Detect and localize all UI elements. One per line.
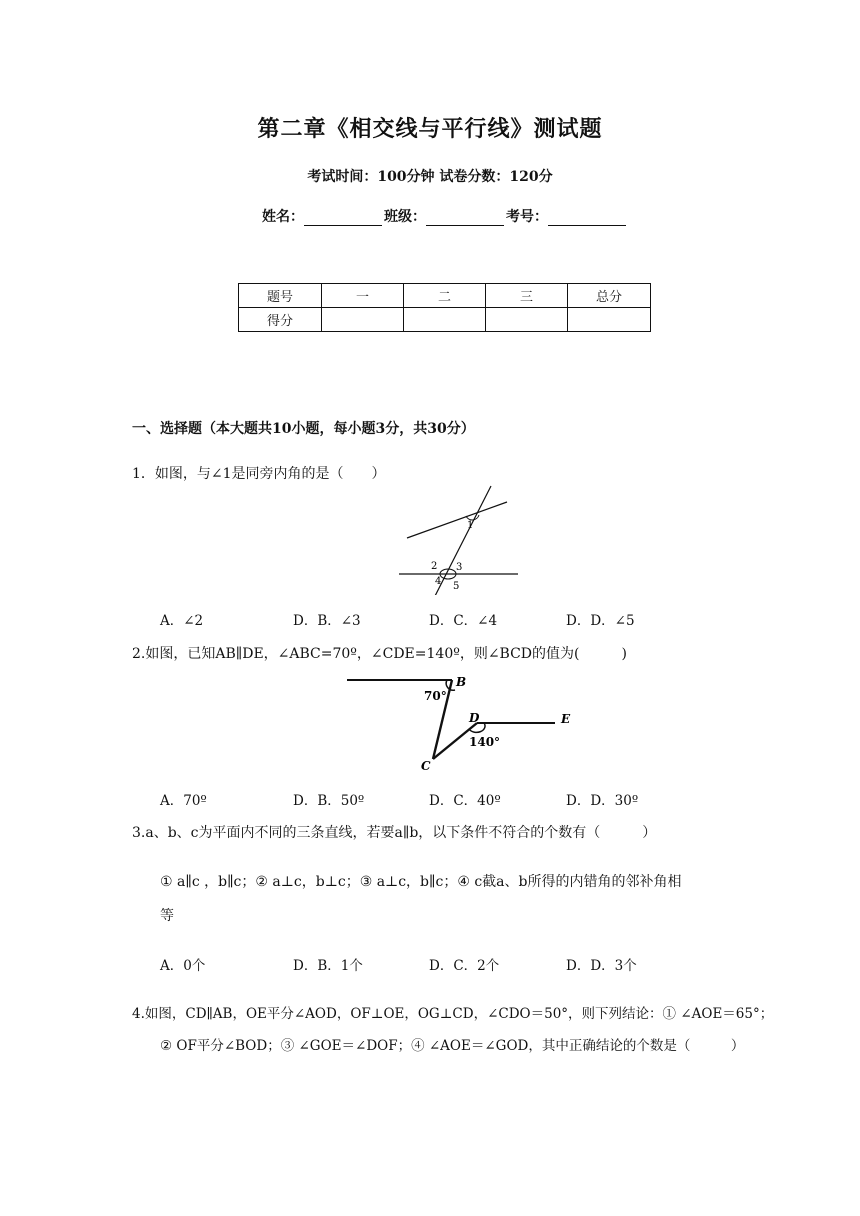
- header-cell: 题号: [239, 284, 322, 308]
- option-b[interactable]: D．B．50º: [293, 793, 365, 809]
- name-label: 姓名：: [262, 209, 304, 225]
- score-table-score-row: [239, 308, 651, 332]
- option-c[interactable]: D．C．40º: [429, 793, 501, 809]
- score-cell[interactable]: [404, 308, 486, 332]
- option-c[interactable]: D．C．2个: [429, 958, 500, 974]
- question-2-options: [160, 789, 840, 809]
- question-4-text: 4.如图，CD∥AB，OE平分∠AOD，OF⊥OE，OG⊥CD，∠CDO＝50°，则下列结论：① ∠AOE＝65°；: [132, 1006, 774, 1022]
- point-label: E: [561, 712, 571, 726]
- option-d[interactable]: D．D．∠5: [566, 613, 635, 629]
- number-blank[interactable]: [548, 209, 626, 226]
- point-label: B: [456, 675, 467, 689]
- angle-label: 4: [435, 576, 442, 587]
- section-title: 一、选择题（本大题共10小题，每小题3分，共30分）: [132, 421, 475, 437]
- question-1-text: 1．如图，与∠1是同旁内角的是（ ）: [132, 466, 386, 482]
- question-3-options: [160, 954, 840, 974]
- figure-transversal: [434, 486, 491, 595]
- row-label-cell: 得分: [239, 308, 322, 332]
- exam-meta: 考试时间：100分钟 试卷分数：120分: [307, 169, 553, 185]
- question-2-figure: [345, 670, 585, 780]
- question-3-conditions: ① a∥c ，b∥c；② a⊥c，b⊥c；③ a⊥c，b∥c；④ c截a、b所得的内错角的邻补角相: [160, 874, 682, 890]
- option-a[interactable]: A．∠2: [160, 613, 204, 629]
- option-a[interactable]: A．70º: [160, 793, 207, 809]
- angle-label: 1: [467, 520, 474, 531]
- question-1-options: [160, 609, 840, 629]
- number-label: 考号：: [506, 209, 548, 225]
- score-table: [238, 283, 651, 332]
- question-2-text: 2.如图，已知AB∥DE，∠ABC=70º，∠CDE=140º，则∠BCD的值为( ): [132, 646, 627, 662]
- option-d[interactable]: D．D．3个: [566, 958, 637, 974]
- header-cell: 总分: [568, 284, 651, 308]
- score-cell[interactable]: [486, 308, 568, 332]
- score-table-header-row: [239, 284, 651, 308]
- class-label: 班级：: [384, 209, 426, 225]
- question-3-text: 3.a、b、c为平面内不同的三条直线，若要a∥b，以下条件不符合的个数有（ ）: [132, 825, 657, 841]
- option-d[interactable]: D．D．30º: [566, 793, 639, 809]
- option-b[interactable]: D．B．∠3: [293, 613, 361, 629]
- name-blank[interactable]: [304, 209, 382, 226]
- option-a[interactable]: A．0个: [160, 958, 206, 974]
- figure-line: [407, 502, 507, 538]
- page-title: 第二章《相交线与平行线》测试题: [257, 116, 603, 142]
- class-blank[interactable]: [426, 209, 504, 226]
- point-label: D: [469, 711, 480, 725]
- option-c[interactable]: D．C．∠4: [429, 613, 498, 629]
- question-3-conditions-cont: 等: [160, 908, 174, 924]
- question-1-figure: [395, 483, 525, 595]
- point-label: C: [421, 759, 431, 773]
- angle-label: 70°: [424, 689, 447, 703]
- student-info-line: [262, 206, 628, 226]
- header-cell: 三: [486, 284, 568, 308]
- question-4-text-cont: ② OF平分∠BOD；③ ∠GOE＝∠DOF；④ ∠AOE＝∠GOD，其中正确结论的个数是（ ）: [160, 1038, 745, 1054]
- angle-label: 140°: [469, 735, 501, 749]
- angle-label: 2: [431, 561, 438, 572]
- angle-label: 5: [453, 581, 460, 592]
- score-cell[interactable]: [568, 308, 651, 332]
- score-cell[interactable]: [322, 308, 404, 332]
- angle-label: 3: [456, 562, 463, 573]
- header-cell: 一: [322, 284, 404, 308]
- option-b[interactable]: D．B．1个: [293, 958, 363, 974]
- header-cell: 二: [404, 284, 486, 308]
